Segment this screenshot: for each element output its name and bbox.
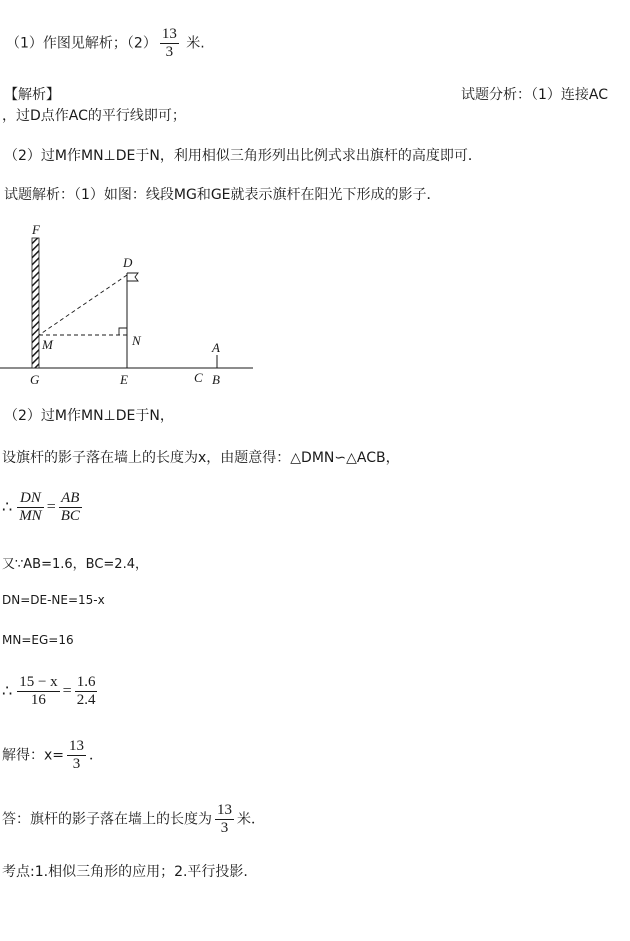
analysis-step1: ，过D点作AC的平行线即可； bbox=[2, 108, 186, 124]
fraction-dn-mn: $\frac{DN}{MN}$ bbox=[19, 490, 42, 524]
flagpole-shadow-diagram bbox=[0, 218, 270, 393]
label-a: A bbox=[212, 340, 220, 355]
analysis-heading: 【解析】 bbox=[4, 87, 60, 103]
proportion-1: ∴ $\frac{DN}{MN}$ = $\frac{AB}{BC}$ bbox=[2, 490, 80, 524]
knowledge-points: 考点:1.相似三角形的应用；2.平行投影. bbox=[2, 864, 248, 880]
right-angle-mark bbox=[119, 328, 127, 335]
label-c: C bbox=[194, 370, 203, 385]
dn-expression: DN=DE-NE=15-x bbox=[2, 593, 105, 607]
label-b: B bbox=[212, 372, 220, 387]
final-answer: 答：旗杆的影子落在墙上的长度为 $\frac{13}{3}$ 米． bbox=[2, 802, 265, 836]
wall bbox=[32, 238, 39, 368]
fraction-13-3: $\frac{13}{3}$ bbox=[161, 26, 177, 60]
sun-ray-dm bbox=[39, 275, 127, 335]
given-values: 又∵AB=1.6，BC=2.4， bbox=[2, 557, 148, 572]
label-g: G bbox=[30, 372, 40, 387]
flag bbox=[127, 273, 138, 281]
proportion-2: ∴ $\frac{15 - x}{16}$ = $\frac{1.6}{2.4}$ bbox=[2, 674, 96, 708]
analysis-step2: （2）过M作MN⊥DE于N，利用相似三角形列出比例式求出旗杆的高度即可． bbox=[4, 148, 482, 164]
solve-line: 解得：x= $\frac{13}{3}$ ． bbox=[2, 738, 104, 772]
answer-summary-text: （1）作图见解析；（2） bbox=[6, 35, 157, 52]
fraction-ab-bc: $\frac{AB}{BC}$ bbox=[60, 490, 80, 524]
solution-step2: （2）过M作MN⊥DE于N， bbox=[4, 408, 174, 424]
fraction-15x-16: $\frac{15 - x}{16}$ bbox=[19, 674, 58, 708]
answer-summary-unit: 米. bbox=[181, 35, 205, 52]
label-e: E bbox=[120, 372, 128, 387]
label-f: F bbox=[32, 222, 40, 237]
label-m: M bbox=[42, 337, 53, 352]
label-n: N bbox=[132, 333, 141, 348]
analysis-intro: 试题分析：（1）连接AC bbox=[461, 87, 609, 103]
fraction-1.6-2.4: $\frac{1.6}{2.4}$ bbox=[76, 674, 96, 708]
fraction-x-13-3: $\frac{13}{3}$ bbox=[69, 738, 85, 772]
mn-expression: MN=EG=16 bbox=[2, 633, 74, 647]
fraction-answer-13-3: $\frac{13}{3}$ bbox=[217, 802, 232, 836]
solution-setup: 设旗杆的影子落在墙上的长度为x，由题意得：△DMN∽△ACB， bbox=[2, 450, 400, 466]
answer-summary-line bbox=[6, 26, 205, 61]
label-d: D bbox=[123, 255, 133, 270]
solution-step1: 试题解析：（1）如图：线段MG和GE就表示旗杆在阳光下形成的影子． bbox=[4, 187, 441, 203]
